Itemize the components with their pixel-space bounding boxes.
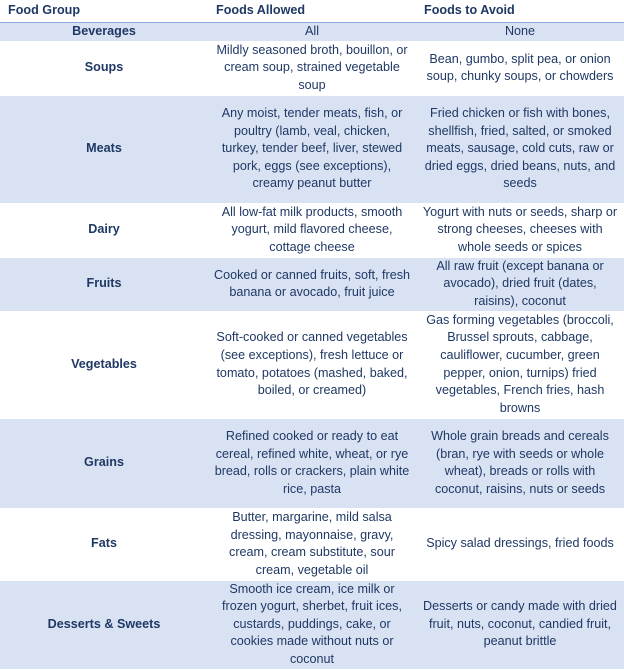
foods-allowed-cell: Refined cooked or ready to eat cereal, refined white, wheat, or rye bread, rolls or crackers, plain white rice, pasta [208, 418, 416, 508]
table-row [0, 311, 624, 418]
foods-allowed-cell: All [208, 22, 416, 41]
header-row [0, 0, 624, 22]
food-group-cell: Grains [0, 418, 208, 508]
header-foods-to-avoid: Foods to Avoid [416, 0, 624, 22]
foods-allowed-cell: Butter, margarine, mild salsa dressing, mayonnaise, gravy, cream, cream substitute, sour cream, vegetable oil [208, 508, 416, 580]
table-row [0, 418, 624, 508]
food-group-cell: Vegetables [0, 311, 208, 418]
table-row [0, 580, 624, 669]
food-group-cell: Beverages [0, 22, 208, 41]
foods-to-avoid-cell: Fried chicken or fish with bones, shellfish, fried, salted, or smoked meats, sausage, cold cuts, raw or dried eggs, dried beans, nuts, and seeds [416, 95, 624, 203]
foods-allowed-cell: Any moist, tender meats, fish, or poultry (lamb, veal, chicken, turkey, tender beef, liver, stewed pork, eggs (see exceptions), creamy peanut butter [208, 95, 416, 203]
table-row [0, 41, 624, 95]
foods-allowed-cell: Mildly seasoned broth, bouillon, or cream soup, strained vegetable soup [208, 41, 416, 95]
foods-to-avoid-cell: Gas forming vegetables (broccoli, Brussel sprouts, cabbage, cauliflower, cucumber, green pepper, onion, turnips) fried vegetables, French fries, hash browns [416, 311, 624, 418]
foods-allowed-cell: All low-fat milk products, smooth yogurt, mild flavored cheese, cottage cheese [208, 203, 416, 257]
table-row [0, 508, 624, 580]
table-row [0, 95, 624, 203]
food-group-cell: Dairy [0, 203, 208, 257]
food-group-cell: Fruits [0, 257, 208, 311]
header-foods-allowed: Foods Allowed [208, 0, 416, 22]
foods-allowed-cell: Cooked or canned fruits, soft, fresh banana or avocado, fruit juice [208, 257, 416, 311]
foods-to-avoid-cell: Spicy salad dressings, fried foods [416, 508, 624, 580]
foods-to-avoid-cell: Whole grain breads and cereals (bran, rye with seeds or whole wheat), breads or rolls with coconut, raisins, nuts or seeds [416, 418, 624, 508]
food-group-cell: Soups [0, 41, 208, 95]
header-food-group: Food Group [0, 0, 208, 22]
food-group-cell: Desserts & Sweets [0, 580, 208, 669]
table-row [0, 22, 624, 41]
food-group-cell: Meats [0, 95, 208, 203]
foods-to-avoid-cell: All raw fruit (except banana or avocado), dried fruit (dates, raisins), coconut [416, 257, 624, 311]
table-row [0, 257, 624, 311]
foods-to-avoid-cell: Desserts or candy made with dried fruit, nuts, coconut, candied fruit, peanut brittle [416, 580, 624, 669]
foods-to-avoid-cell: Bean, gumbo, split pea, or onion soup, chunky soups, or chowders [416, 41, 624, 95]
food-group-cell: Fats [0, 508, 208, 580]
foods-to-avoid-cell: Yogurt with nuts or seeds, sharp or strong cheeses, cheeses with whole seeds or spices [416, 203, 624, 257]
table-row [0, 203, 624, 257]
foods-allowed-cell: Smooth ice cream, ice milk or frozen yogurt, sherbet, fruit ices, custards, puddings, cake, or cookies made without nuts or coconut [208, 580, 416, 669]
foods-allowed-cell: Soft-cooked or canned vegetables (see exceptions), fresh lettuce or tomato, potatoes (mashed, baked, boiled, or creamed) [208, 311, 416, 418]
foods-to-avoid-cell: None [416, 22, 624, 41]
